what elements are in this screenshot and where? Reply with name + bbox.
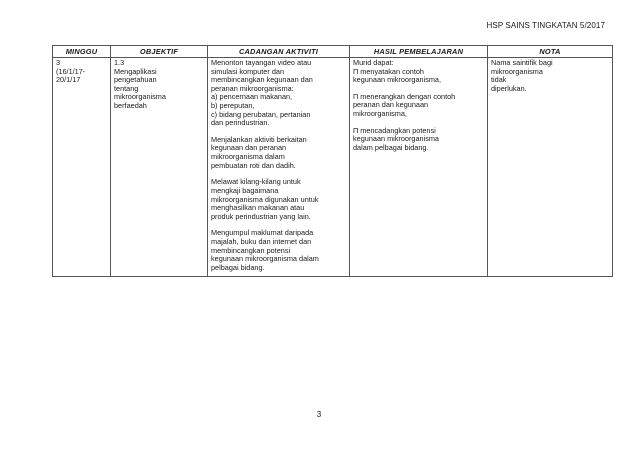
activity-block <box>211 178 347 221</box>
header-cadangan-aktiviti: CADANGAN AKTIVITI <box>208 46 350 58</box>
outcome-line: Π mencadangkan potensi <box>353 125 436 135</box>
activity-line: c) bidang perubatan, pertanian <box>211 109 311 119</box>
activity-line: Menonton tayangan video atau <box>211 58 312 67</box>
activity-line: majalah, buku dan internet dan <box>211 236 312 246</box>
note-line: diperlukan. <box>491 83 527 93</box>
activity-line: kegunaan mikroorganisma dalam <box>211 254 319 264</box>
outcome-line: Murid dapat: <box>353 58 394 67</box>
outcome-block <box>353 127 485 153</box>
activity-line: pembuatan roti dan dadih. <box>211 160 296 170</box>
document-header: HSP SAINS TINGKATAN 5/2017 <box>486 21 605 30</box>
note-cell <box>488 58 613 277</box>
activity-block <box>211 136 347 170</box>
activity-line: produk perindustrian yang lain. <box>211 211 311 221</box>
week-line: (16/1/17- <box>56 66 86 76</box>
activity-block <box>211 229 347 272</box>
objective-line: 1.3 <box>114 58 125 67</box>
header-nota: NOTA <box>488 46 613 58</box>
note-line: mikroorganisma <box>491 66 543 76</box>
objective-cell <box>111 58 208 277</box>
outcome-line: Π menerangkan dengan contoh <box>353 91 456 101</box>
outcome-block <box>353 59 485 85</box>
activity-block <box>211 59 347 128</box>
table-header-row <box>53 46 613 58</box>
activity-line: menghasilkan makanan atau <box>211 203 305 213</box>
outcome-line: mikroorganisma, <box>353 109 407 119</box>
week-line: 20/1/17 <box>56 75 81 85</box>
objective-line: pengetahuan <box>114 75 157 85</box>
table-row <box>53 58 613 277</box>
header-minggu: MINGGU <box>53 46 111 58</box>
activity-line: Melawat kilang-kilang untuk <box>211 177 301 187</box>
objective-line: Mengaplikasi <box>114 66 157 76</box>
outcome-line: peranan dan kegunaan <box>353 100 429 110</box>
activity-line: dan perindustrian. <box>211 118 270 128</box>
objective-line: berfaedah <box>114 101 147 111</box>
outcomes-cell <box>350 58 488 277</box>
note-line: Nama saintifik bagi <box>491 58 553 67</box>
activity-line: peranan mikroorganisma: <box>211 83 294 93</box>
activity-line: pelbagai bidang. <box>211 262 265 272</box>
activity-line: a) pencernaan makanan, <box>211 92 293 102</box>
week-cell <box>53 58 111 277</box>
outcome-line: dalam pelbagai bidang. <box>353 142 429 152</box>
activity-line: mengkaji bagaimana <box>211 185 279 195</box>
activity-line: mikroorganisma digunakan untuk <box>211 194 319 204</box>
activity-line: membincangkan potensi <box>211 245 291 255</box>
objective-line: mikroorganisma <box>114 92 166 102</box>
activity-line: Mengumpul maklumat daripada <box>211 228 314 238</box>
activity-line: kegunaan dan peranan <box>211 143 287 153</box>
header-hasil-pembelajaran: HASIL PEMBELAJARAN <box>350 46 488 58</box>
header-objektif: OBJEKTIF <box>111 46 208 58</box>
objective-line: tentang <box>114 83 139 93</box>
activities-cell <box>208 58 350 277</box>
lesson-plan-table <box>52 45 613 277</box>
page-number: 3 <box>316 410 322 419</box>
outcome-line: kegunaan mikroorganisma <box>353 134 439 144</box>
outcome-line: Π menyatakan contoh <box>353 66 424 76</box>
outcome-block <box>353 93 485 119</box>
activity-line: membincangkan kegunaan dan <box>211 75 313 85</box>
activity-line: b) pereputan, <box>211 101 255 111</box>
activity-line: simulasi komputer dan <box>211 66 285 76</box>
week-line: 3 <box>56 58 61 67</box>
activity-line: Menjalankan aktiviti berkaitan <box>211 134 307 144</box>
activity-line: mikroorganisma dalam <box>211 152 285 162</box>
outcome-line: kegunaan mikroorganisma, <box>353 75 442 85</box>
note-line: tidak <box>491 75 507 85</box>
